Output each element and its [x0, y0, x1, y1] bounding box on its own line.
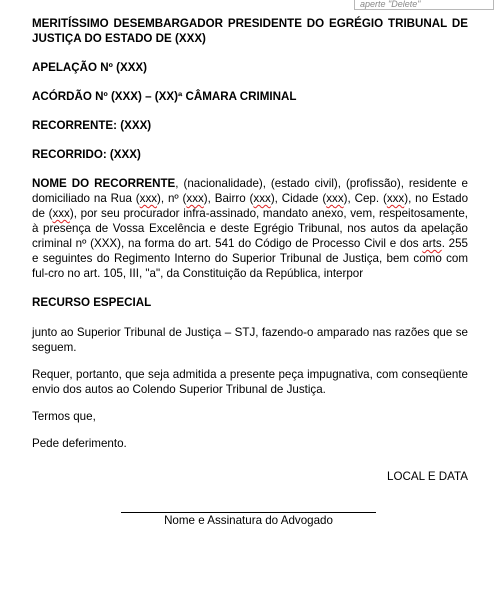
spellcheck-word: arts	[422, 237, 442, 250]
recorrido-heading: RECORRIDO: (XXX)	[32, 148, 141, 161]
body-text: , (nacionalidade), (estado civil), (profissão), residente e domiciliado na Rua (	[32, 177, 469, 205]
delete-hint-box: aperte "Delete"	[354, 0, 494, 10]
body-text: ), Cep. (	[343, 192, 387, 205]
document-page	[32, 16, 468, 484]
spellcheck-word: xxx	[253, 192, 271, 205]
document-title: MERITÍSSIMO DESEMBARGADOR PRESIDENTE DO EGRÉGIO TRIBUNAL DE JUSTIÇA DO ESTADO DE (XXX)	[32, 17, 468, 45]
spellcheck-word: xxx	[52, 207, 70, 220]
body-text: ), Bairro (	[203, 192, 254, 205]
spellcheck-word: xxx	[139, 192, 158, 205]
body-text: ), por seu procurador infra-assinado, mandato anexo, vem, respeitosamente, à presença de Vossa Excelência e deste Egrégio Tribunal, nos autos da apelação criminal nº (XXX), na forma do art. 541 do Código de Processo Civil e dos	[32, 207, 468, 250]
termos-line: Termos que,	[32, 410, 96, 423]
stj-paragraph: junto ao Superior Tribunal de Justiça – STJ, fazendo-o amparado nas razões que se seguem.	[32, 326, 468, 354]
recorrente-name: NOME DO RECORRENTE	[32, 177, 176, 190]
recorrente-heading: RECORRENTE: (XXX)	[32, 119, 152, 132]
recurso-heading: RECURSO ESPECIAL	[32, 296, 152, 309]
spellcheck-word: xxx	[186, 192, 204, 205]
request-paragraph: Requer, portanto, que seja admitida a presente peça impugnativa, com conseqüente envio dos autos ao Colendo Superior Tribunal de Justiça.	[32, 368, 468, 396]
body-text: ), nº (	[157, 192, 187, 205]
body-text: ), no Estado de (	[32, 192, 469, 220]
acordao-heading: ACÓRDÃO Nº (XXX) – (XX)ª CÂMARA CRIMINAL	[32, 90, 297, 103]
local-data: LOCAL E DATA	[387, 470, 468, 483]
pede-line: Pede deferimento.	[32, 437, 127, 450]
spellcheck-word: xxx	[386, 192, 405, 205]
signature-line	[121, 512, 376, 513]
signature-label: Nome e Assinatura do Advogado	[164, 514, 333, 527]
body-text: . 255 e seguintes do Regimento Interno do Superior Tribunal de Justiça, bem como com ful-cro no art. 105, III, "a", da Constituição da República, interpor	[32, 237, 468, 280]
spellcheck-word: xxx	[326, 192, 344, 205]
body-paragraph	[32, 176, 468, 281]
body-text: ), Cidade (	[270, 192, 327, 205]
apelacao-heading: APELAÇÃO Nº (XXX)	[32, 61, 148, 74]
